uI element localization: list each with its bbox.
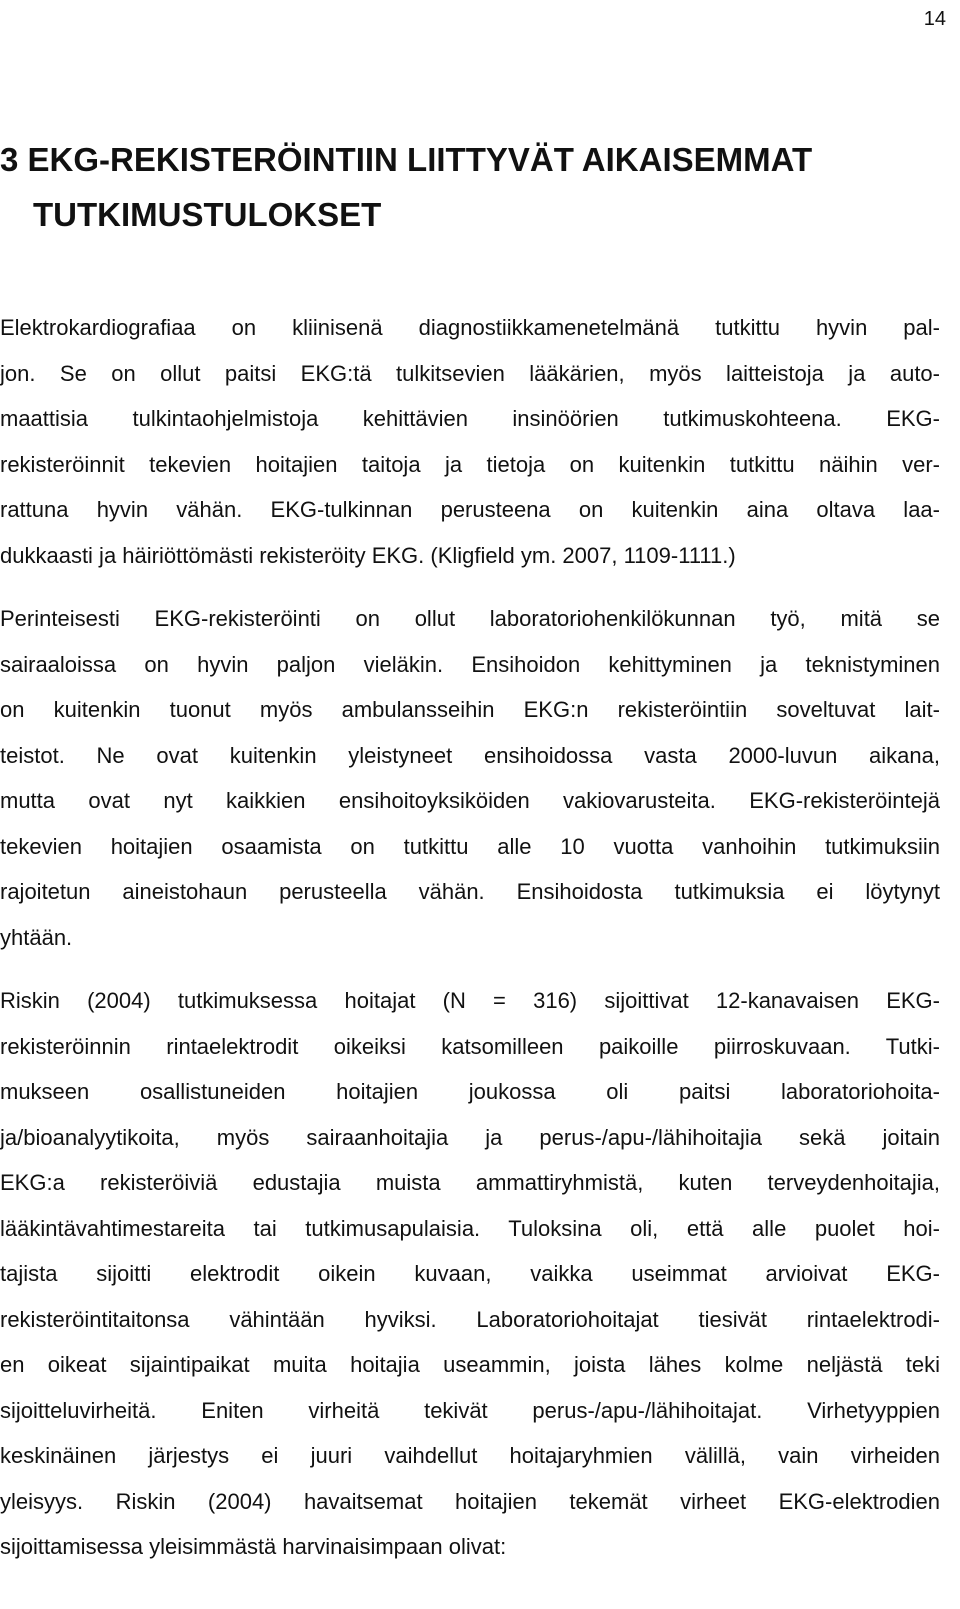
paragraph-3: [0, 978, 940, 1570]
text-line: EKG:a rekisteröiviä edustajia muista ammattiryhmistä, kuten terveydenhoitajia,: [0, 1170, 940, 1195]
text-line: Perinteisesti EKG-rekisteröinti on ollut laboratoriohenkilökunnan työ, mitä se: [0, 606, 940, 631]
text-line: on kuitenkin tuonut myös ambulansseihin EKG:n rekisteröintiin soveltuvat lait-: [0, 697, 940, 722]
chapter-heading-line-2: TUTKIMUSTULOKSET: [33, 196, 382, 233]
text-line: ja/bioanalyytikoita, myös sairaanhoitajia ja perus-/apu-/lähihoitajia sekä joitain: [0, 1124, 940, 1150]
paragraph-2: [0, 596, 940, 960]
text-line: rekisteröinnin rintaelektrodit oikeiksi katsomilleen paikoille piirroskuvaan. Tutki-: [0, 1033, 940, 1059]
chapter-heading-line-1: 3 EKG-REKISTERÖINTIIN LIITTYVÄT AIKAISEMMAT: [0, 141, 813, 178]
text-line: sairaaloissa on hyvin paljon vieläkin. Ensihoidon kehittyminen ja teknistyminen: [0, 651, 940, 677]
text-line: yhtään.: [0, 924, 73, 950]
text-line: rattuna hyvin vähän. EKG-tulkinnan perusteena on kuitenkin aina oltava laa-: [0, 497, 940, 522]
text-line: teistot. Ne ovat kuitenkin yleistyneet ensihoidossa vasta 2000-luvun aikana,: [0, 742, 940, 768]
text-line: tajista sijoitti elektrodit oikein kuvaan, vaikka useimmat arvioivat EKG-: [0, 1261, 940, 1286]
text-line: maattisia tulkintaohjelmistoja kehittävien insinöörien tutkimuskohteena. EKG-: [0, 406, 940, 431]
text-line: mukseen osallistuneiden hoitajien joukossa oli paitsi laboratoriohoita-: [0, 1079, 940, 1104]
chapter-heading: [0, 132, 940, 242]
text-line: rekisteröinnit tekevien hoitajien taitoja ja tietoja on kuitenkin tutkittu näihin ver-: [0, 451, 940, 477]
text-line: dukkaasti ja häiriöttömästi rekisteröity EKG. (Kligfield ym. 2007, 1109-1111.): [0, 542, 736, 568]
text-line: Riskin (2004) tutkimuksessa hoitajat (N = 316) sijoittivat 12-kanavaisen EKG-: [0, 988, 940, 1013]
text-line: keskinäinen järjestys ei juuri vaihdellut hoitajaryhmien välillä, vain virheiden: [0, 1443, 940, 1468]
text-line: rajoitetun aineistohaun perusteella vähän. Ensihoidosta tutkimuksia ei löytynyt: [0, 879, 940, 904]
text-line: rekisteröintitaitonsa vähintään hyviksi. Laboratoriohoitajat tiesivät rintaelektrodi-: [0, 1306, 940, 1332]
text-line: sijoittamisessa yleisimmästä harvinaisimpaan olivat:: [0, 1534, 507, 1559]
text-line: mutta ovat nyt kaikkien ensihoitoyksiköiden vakiovarusteita. EKG-rekisteröintejä: [0, 788, 940, 813]
text-line: Elektrokardiografiaa on kliinisenä diagnostiikkamenetelmänä tutkittu hyvin pal-: [0, 315, 940, 340]
text-line: sijoitteluvirheitä. Eniten virheitä tekivät perus-/apu-/lähihoitajat. Virhetyyppien: [0, 1397, 940, 1423]
text-line: en oikeat sijaintipaikat muita hoitajia useammin, joista lähes kolme neljästä teki: [0, 1352, 940, 1377]
text-line: tekevien hoitajien osaamista on tutkittu alle 10 vuotta vanhoihin tutkimuksiin: [0, 833, 940, 859]
text-line: jon. Se on ollut paitsi EKG:tä tulkitsevien lääkärien, myös laitteistoja ja auto-: [0, 360, 940, 386]
text-line: lääkintävahtimestareita tai tutkimusapulaisia. Tuloksina oli, että alle puolet hoi-: [0, 1215, 940, 1241]
page-number: 14: [923, 8, 946, 30]
text-line: yleisyys. Riskin (2004) havaitsemat hoitajien tekemät virheet EKG-elektrodien: [0, 1488, 940, 1514]
paragraph-1: [0, 305, 940, 578]
